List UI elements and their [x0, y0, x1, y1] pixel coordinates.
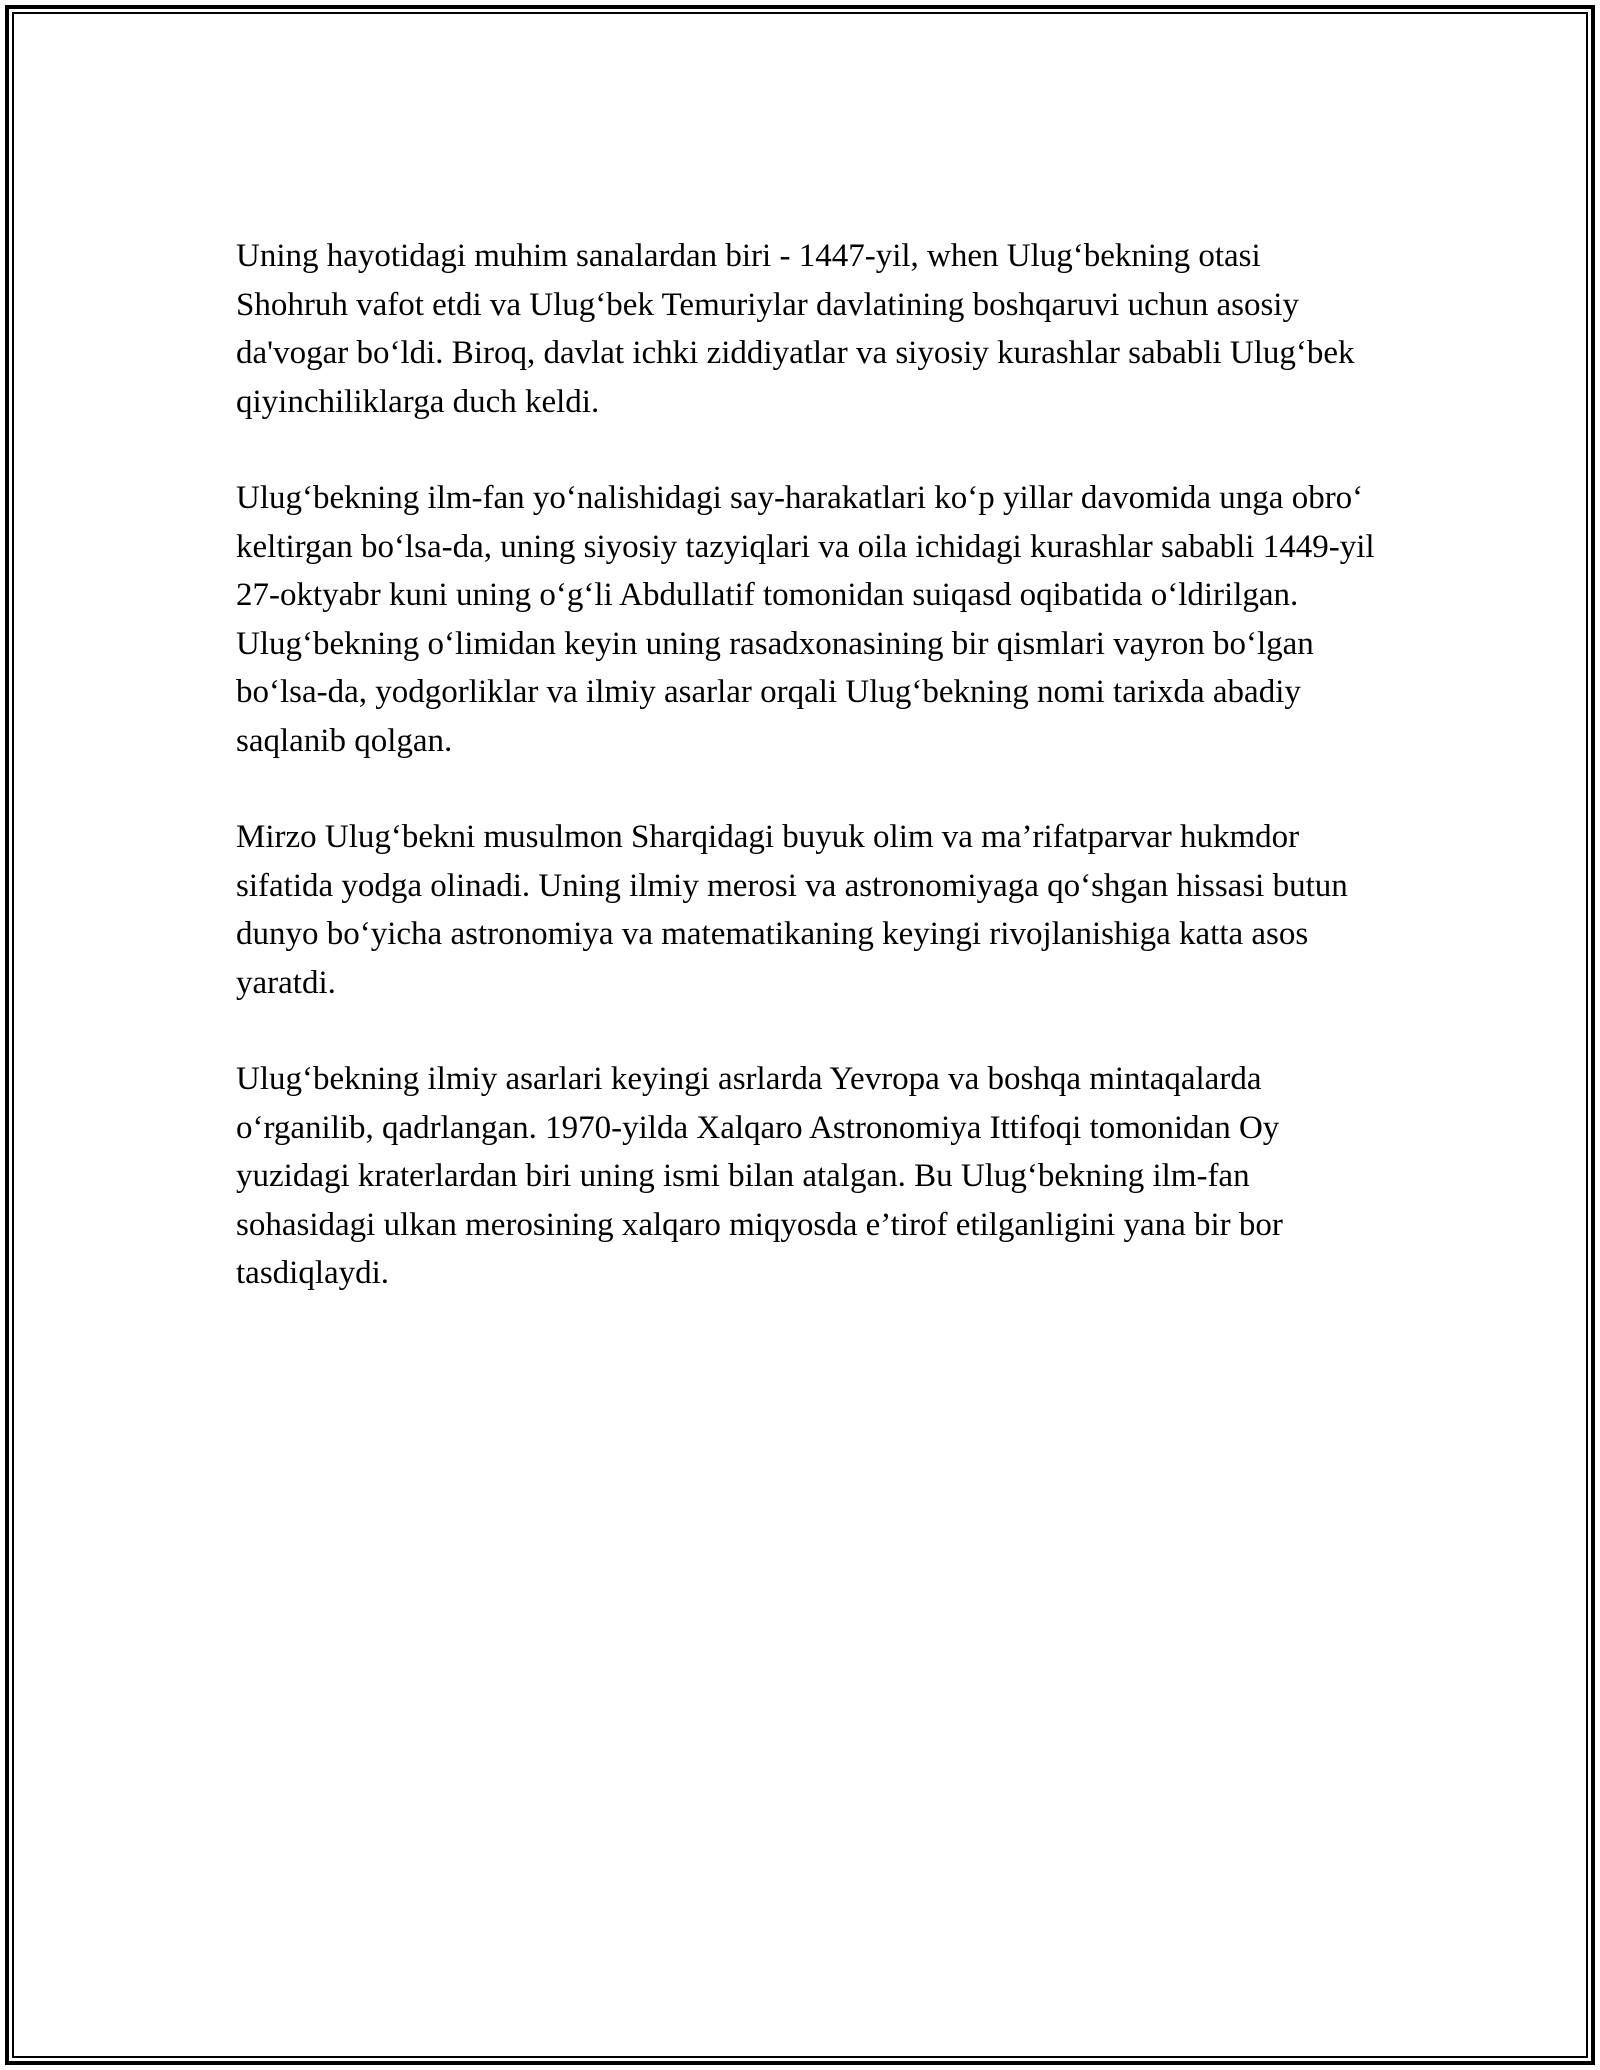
paragraph-3: Mirzo Ulug‘bekni musulmon Sharqidagi buyuk olim va ma’rifatparvar hukmdor sifatida yodga olinadi. Uning ilmiy merosi va astronomiyaga qo‘shgan hissasi butun dunyo bo‘yicha astronomiya va matematikaning keyingi rivojlanishiga katta asos yaratdi.	[236, 819, 1348, 1001]
document-body	[236, 232, 1376, 1346]
paragraph-2: Ulug‘bekning ilm-fan yo‘nalishidagi say-harakatlari ko‘p yillar davomida unga obro‘ keltirgan bo‘lsa-da, uning siyosiy tazyiqlari va oila ichidagi kurashlar sababli 1449-yil 27-oktyabr kuni uning o‘g‘li Abdullatif tomonidan suiqasd oqibatida o‘ldirilgan. Ulug‘bekning o‘limidan keyin uning rasadxonasining bir qismlari vayron bo‘lgan bo‘lsa-da, yodgorliklar va ilmiy asarlar orqali Ulug‘bekning nomi tarixda abadiy saqlanib qolgan.	[236, 480, 1375, 759]
paragraph-1: Uning hayotidagi muhim sanalardan biri - 1447-yil, when Ulug‘bekning otasi Shohruh vafot etdi va Ulug‘bek Temuriylar davlatining boshqaruvi uchun asosiy da'vogar bo‘ldi. Biroq, davlat ichki ziddiyatlar va siyosiy kurashlar sababli Ulug‘bek qiyinchiliklarga duch keldi.	[236, 238, 1355, 420]
paragraph-4: Ulug‘bekning ilmiy asarlari keyingi asrlarda Yevropa va boshqa mintaqalarda o‘rganilib, qadrlangan. 1970-yilda Xalqaro Astronomiya Ittifoqi tomonidan Oy yuzidagi kraterlardan biri uning ismi bilan atalgan. Bu Ulug‘bekning ilm-fan sohasidagi ulkan merosining xalqaro miqyosda e’tirof etilganligini yana bir bor tasdiqlaydi.	[236, 1061, 1283, 1291]
